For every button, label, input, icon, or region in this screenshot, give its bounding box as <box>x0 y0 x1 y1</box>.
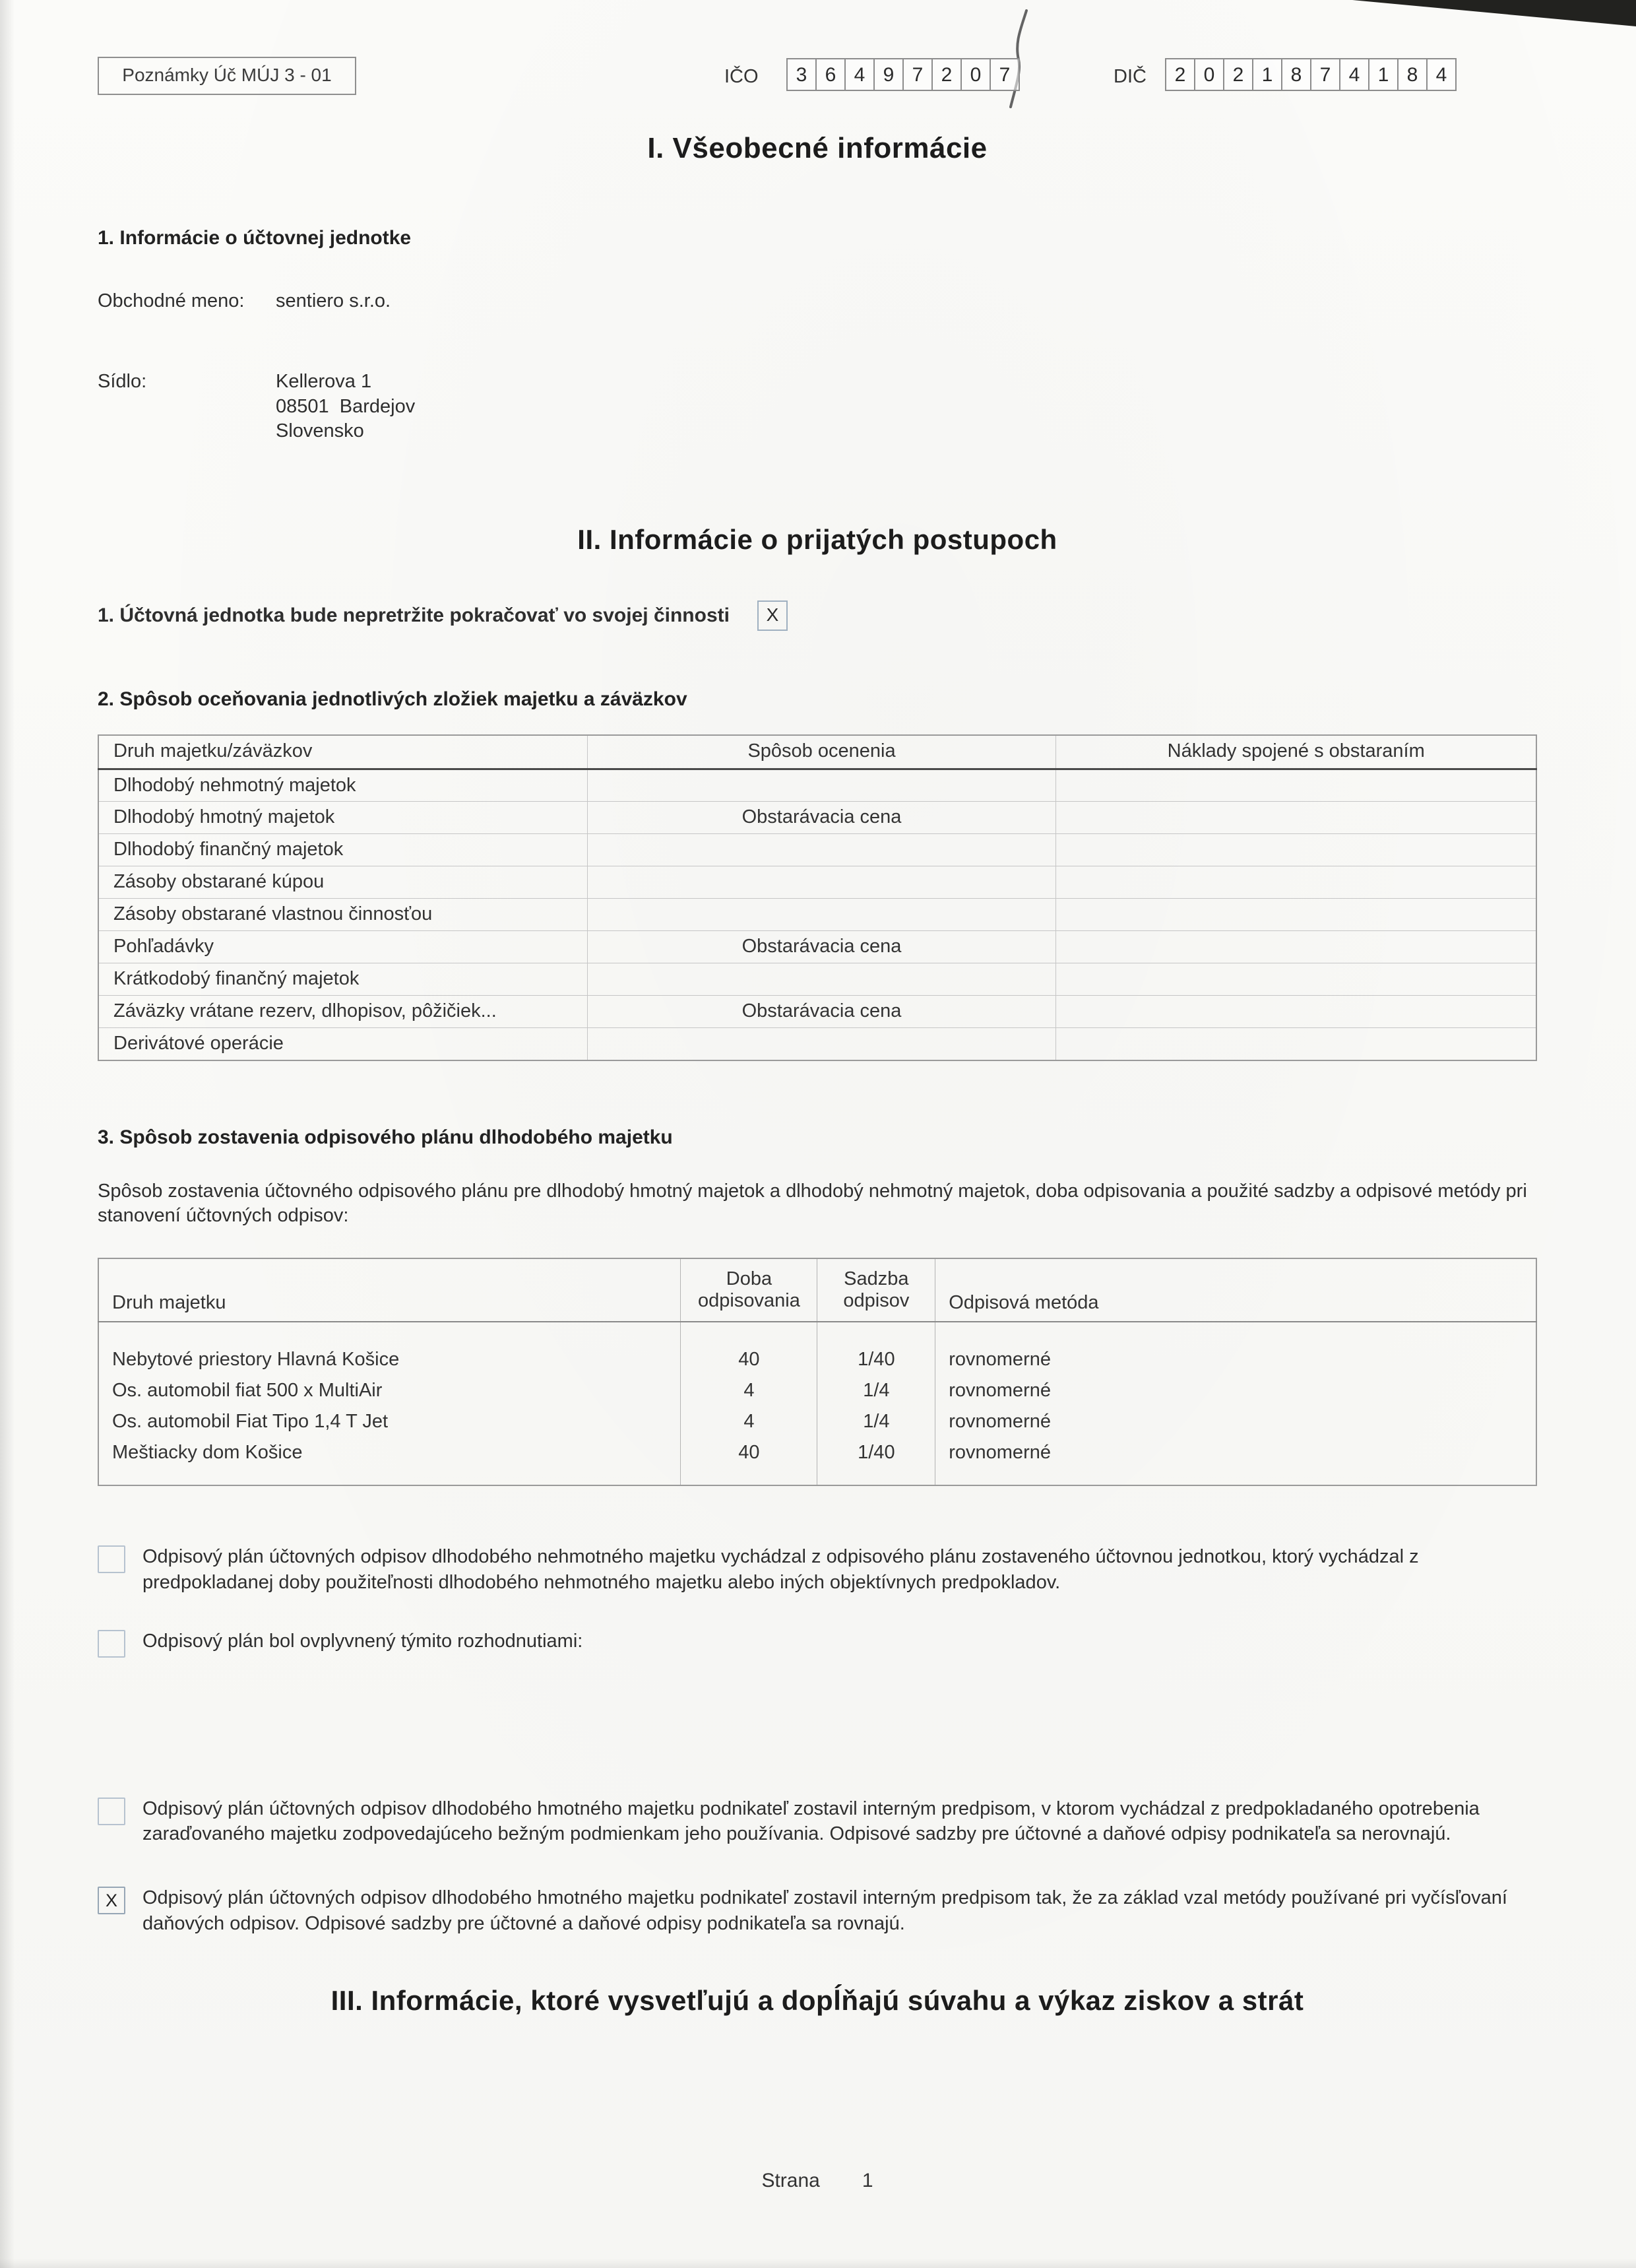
column-header: Odpisová metóda <box>935 1258 1536 1322</box>
spacer-row <box>98 1468 1536 1485</box>
cell-asset-type: Zásoby obstarané vlastnou činnosťou <box>98 899 587 931</box>
table-row <box>98 1406 1536 1437</box>
spacer-row <box>98 1322 1536 1344</box>
cell-depreciation-rate: 1/40 <box>817 1344 935 1375</box>
going-concern-row <box>98 600 1537 631</box>
depreciation-intro: Spôsob zostavenia účtovného odpisového plánu pre dlhodobý hmotný majetok a dlhodobý nehmotný majetok, doba odpisovania a použité sadzby a odpisové metódy pri stanovení účtovných odpisov: <box>98 1180 1527 1227</box>
business-name-row <box>98 289 1537 314</box>
address-label: Sídlo: <box>98 370 147 392</box>
cell-depreciation-period: 40 <box>681 1344 817 1375</box>
cell-depreciation-method: rovnomerné <box>935 1344 1536 1375</box>
page-number: 1 <box>862 2169 873 2191</box>
dic-label: DIČ <box>1114 66 1147 87</box>
table-row <box>98 866 1536 899</box>
cell-valuation-method: Obstarávacia cena <box>587 996 1056 1028</box>
document-body <box>0 129 1636 2193</box>
cell-acquisition-costs <box>1056 769 1536 802</box>
ico-digit: 6 <box>815 58 846 91</box>
table-row <box>98 802 1536 834</box>
cell-acquisition-costs <box>1056 866 1536 899</box>
cell-depreciation-period: 4 <box>681 1406 817 1437</box>
cell-asset-type: Dlhodobý hmotný majetok <box>98 802 587 834</box>
ico-digit: 7 <box>990 58 1020 91</box>
address-row <box>98 370 1537 444</box>
table-row <box>98 899 1536 931</box>
cell-asset-name: Nebytové priestory Hlavná Košice <box>98 1344 681 1375</box>
cell-depreciation-period: 4 <box>681 1375 817 1406</box>
ico-label: IČO <box>724 66 759 87</box>
checkbox: X <box>98 1887 125 1914</box>
checkbox-label: Odpisový plán bol ovplyvnený týmito rozhodnutiami: <box>142 1630 583 1652</box>
form-code: Poznámky Úč MÚJ 3 - 01 <box>122 65 332 85</box>
table-row <box>98 1028 1536 1060</box>
cell-asset-name: Os. automobil fiat 500 x MultiAir <box>98 1375 681 1406</box>
ico-digit-boxes <box>786 58 1020 91</box>
section-1-title: I. Všeobecné informácie <box>647 132 988 164</box>
ico-digit: 2 <box>931 58 962 91</box>
cell-asset-type: Derivátové operácie <box>98 1028 587 1060</box>
entity-info-heading: 1. Informácie o účtovnej jednotke <box>98 227 412 249</box>
table-row <box>98 931 1536 963</box>
cell-asset-type: Krátkodobý finančný majetok <box>98 963 587 996</box>
cell-acquisition-costs <box>1056 834 1536 866</box>
going-concern-text: 1. Účtovná jednotka bude nepretržite pokračovať vo svojej činnosti <box>98 604 730 627</box>
cell-asset-type: Zásoby obstarané kúpou <box>98 866 587 899</box>
valuation-heading: 2. Spôsob oceňovania jednotlivých zložiek majetku a záväzkov <box>98 688 687 710</box>
ico-digit: 4 <box>844 58 875 91</box>
section-3-title: III. Informácie, ktoré vysvetľujú a dopĺňajú súvahu a výkaz ziskov a strát <box>330 1985 1304 2017</box>
table-row <box>98 769 1536 802</box>
dic-digit: 1 <box>1368 58 1399 91</box>
column-header: Spôsob ocenenia <box>587 735 1056 769</box>
cell-depreciation-rate: 1/40 <box>817 1437 935 1468</box>
ico-digit: 0 <box>960 58 991 91</box>
ico-digit: 9 <box>873 58 904 91</box>
address-value <box>276 370 415 444</box>
checkbox <box>98 1798 125 1825</box>
cell-valuation-method: Obstarávacia cena <box>587 931 1056 963</box>
cell-acquisition-costs <box>1056 996 1536 1028</box>
checkbox-label: Odpisový plán účtovných odpisov dlhodobého hmotného majetku podnikateľ zostavil interným predpisom, v ktorom vychádzal z predpokladaného opotrebenia zaraďovaného majetku zodpovedajúceho bežným podmienkam jeho používania. Odpisové sadzby pre účtovné a daňové odpisy podnikateľa sa nerovnajú. <box>142 1798 1480 1845</box>
depreciation-heading: 3. Spôsob zostavenia odpisového plánu dlhodobého majetku <box>98 1126 673 1148</box>
checkbox <box>98 1630 125 1658</box>
checkbox-item-checked <box>98 1885 1537 1937</box>
cell-acquisition-costs <box>1056 963 1536 996</box>
depreciation-table <box>98 1258 1537 1486</box>
column-header: Druh majetku/záväzkov <box>98 735 587 769</box>
valuation-table <box>98 734 1537 1061</box>
table-row <box>98 1375 1536 1406</box>
checkbox-item <box>98 1544 1537 1596</box>
page-label: Strana <box>761 2169 820 2191</box>
checkbox-item <box>98 1796 1537 1848</box>
cell-valuation-method <box>587 866 1056 899</box>
cell-depreciation-method: rovnomerné <box>935 1375 1536 1406</box>
cell-valuation-method <box>587 899 1056 931</box>
dic-digit: 2 <box>1223 58 1253 91</box>
depreciation-table-header-row <box>98 1258 1536 1322</box>
cell-asset-type: Dlhodobý finančný majetok <box>98 834 587 866</box>
column-header: Náklady spojené s obstaraním <box>1056 735 1536 769</box>
cell-acquisition-costs <box>1056 931 1536 963</box>
valuation-table-header-row <box>98 735 1536 769</box>
dic-digit: 0 <box>1194 58 1224 91</box>
going-concern-checkbox: X <box>757 600 788 631</box>
dic-digit: 1 <box>1252 58 1282 91</box>
ico-digit: 7 <box>902 58 933 91</box>
cell-asset-type: Dlhodobý nehmotný majetok <box>98 769 587 802</box>
cell-asset-name: Os. automobil Fiat Tipo 1,4 T Jet <box>98 1406 681 1437</box>
column-header: Druh majetku <box>98 1258 681 1322</box>
address-line: Slovensko <box>276 420 364 442</box>
business-name-label: Obchodné meno: <box>98 290 245 312</box>
address-line: Kellerova 1 <box>276 370 372 392</box>
cell-valuation-method <box>587 769 1056 802</box>
table-row <box>98 1344 1536 1375</box>
checkbox-label: Odpisový plán účtovných odpisov dlhodobého hmotného majetku podnikateľ zostavil interným predpisom tak, že za základ vzal metódy používané pri vyčísľovaní daňových odpisov. Odpisové sadzby pre účtovné a daňové odpisy podnikateľa sa rovnajú. <box>142 1887 1507 1935</box>
document-header <box>0 0 1636 129</box>
checkbox-item <box>98 1629 1537 1658</box>
address-line: 08501 Bardejov <box>276 395 416 417</box>
cell-acquisition-costs <box>1056 899 1536 931</box>
cell-asset-type: Pohľadávky <box>98 931 587 963</box>
section-2-title: II. Informácie o prijatých postupoch <box>577 523 1057 555</box>
cell-valuation-method <box>587 834 1056 866</box>
table-row <box>98 963 1536 996</box>
dic-digit: 4 <box>1426 58 1457 91</box>
cell-acquisition-costs <box>1056 802 1536 834</box>
dic-digit: 2 <box>1165 58 1195 91</box>
cell-valuation-method: Obstarávacia cena <box>587 802 1056 834</box>
cell-valuation-method <box>587 963 1056 996</box>
checkbox-label: Odpisový plán účtovných odpisov dlhodobého nehmotného majetku vychádzal z odpisového plánu zostaveného účtovnou jednotkou, ktorý vychádzal z predpokladanej doby použiteľnosti dlhodobého nehmotného majetku alebo iných objektívnych predpokladov. <box>142 1545 1419 1593</box>
business-name-value: sentiero s.r.o. <box>276 290 391 312</box>
checkbox <box>98 1545 125 1573</box>
dic-digit: 7 <box>1310 58 1340 91</box>
ico-digit: 3 <box>786 58 817 91</box>
dic-digit: 4 <box>1339 58 1369 91</box>
form-code-box <box>98 57 356 95</box>
cell-depreciation-method: rovnomerné <box>935 1406 1536 1437</box>
cell-asset-name: Meštiacky dom Košice <box>98 1437 681 1468</box>
cell-depreciation-rate: 1/4 <box>817 1406 935 1437</box>
table-row <box>98 834 1536 866</box>
table-row <box>98 1437 1536 1468</box>
cell-acquisition-costs <box>1056 1028 1536 1060</box>
dic-digit: 8 <box>1281 58 1311 91</box>
cell-depreciation-rate: 1/4 <box>817 1375 935 1406</box>
cell-asset-type: Záväzky vrátane rezerv, dlhopisov, pôžičiek... <box>98 996 587 1028</box>
cell-depreciation-period: 40 <box>681 1437 817 1468</box>
table-row <box>98 996 1536 1028</box>
column-header: Sadzba odpisov <box>817 1258 935 1322</box>
dic-digit: 8 <box>1397 58 1428 91</box>
dic-digit-boxes <box>1165 58 1457 91</box>
cell-depreciation-method: rovnomerné <box>935 1437 1536 1468</box>
cell-valuation-method <box>587 1028 1056 1060</box>
page-footer <box>98 2168 1537 2193</box>
column-header: Doba odpisovania <box>681 1258 817 1322</box>
